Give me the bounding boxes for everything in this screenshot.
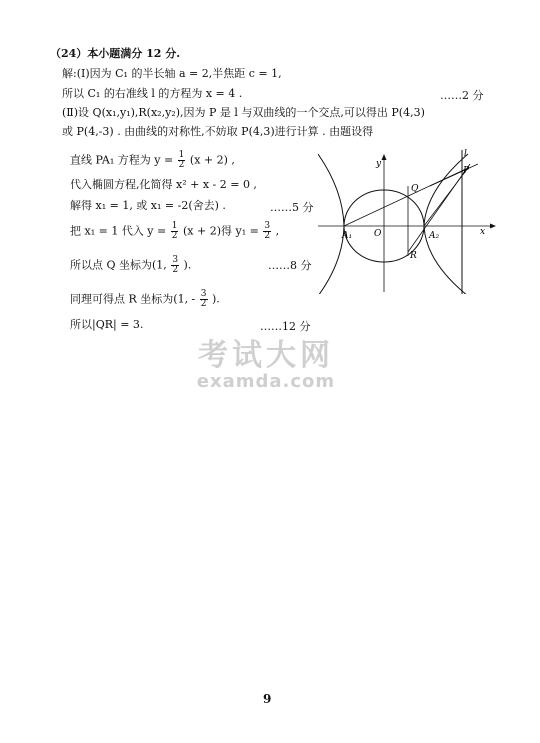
label-l: l xyxy=(464,149,467,159)
line-pa1-equation xyxy=(70,151,235,170)
y-axis-arrow xyxy=(382,154,387,160)
label-q: Q xyxy=(411,184,419,194)
label-x: x xyxy=(480,227,486,237)
label-a2: A₂ xyxy=(429,231,440,241)
qr-length-line: 所以|QR| = 3. xyxy=(70,318,144,331)
watermark xyxy=(196,340,336,400)
q-suffix: ). xyxy=(183,258,192,272)
fraction-three-halves xyxy=(171,256,179,275)
label-a1: A₁ xyxy=(342,231,353,241)
solution-part1-line1: 解:(Ⅰ)因为 C₁ 的半长轴 a = 2,半焦距 c = 1, xyxy=(62,67,282,80)
fraction-three-halves xyxy=(200,290,208,309)
plug-prefix: 把 x₁ = 1 代入 y = xyxy=(70,224,167,238)
solution-part1-line2: 所以 C₁ 的右准线 l 的方程为 x = 4 . xyxy=(62,87,243,100)
solution-part2-line1: (Ⅱ)设 Q(x₁,y₁),R(x₂,y₂),因为 P 是 l 与双曲线的一个交点,可以得出 P(4,3) xyxy=(62,106,425,119)
watermark-line2: examda.com xyxy=(196,371,336,392)
q-prefix: 所以点 Q 坐标为(1, xyxy=(70,258,167,272)
fraction-denominator: 2 xyxy=(264,231,271,241)
fraction-numerator: 3 xyxy=(200,289,207,299)
solve-line: 解得 x₁ = 1, 或 x₁ = -2(舍去) . xyxy=(70,199,226,212)
fraction-denominator: 2 xyxy=(178,160,185,170)
fraction-half xyxy=(178,151,186,170)
hyperbola-left-branch xyxy=(318,154,344,294)
x-axis-arrow xyxy=(490,224,496,229)
label-origin: O xyxy=(374,229,382,239)
score-marker-2: ……2 分 xyxy=(440,89,484,102)
problem-header: （24）本小题满分 12 分. xyxy=(50,47,181,60)
watermark-line1: 考试大网 xyxy=(198,338,334,373)
score-marker-12: ……12 分 xyxy=(260,320,311,333)
fraction-half xyxy=(171,222,179,241)
fraction-three-halves xyxy=(263,222,271,241)
fraction-denominator: 2 xyxy=(172,265,179,275)
r-suffix: ). xyxy=(212,292,220,306)
solution-part2-line2: 或 P(4,-3) . 由曲线的对称性,不妨取 P(4,3)进行计算 . 由题设得 xyxy=(62,125,374,138)
r-prefix: 同理可得点 R 坐标为(1, - xyxy=(70,292,196,306)
plug-suffix: , xyxy=(275,224,280,238)
ellipse-hyperbola-figure xyxy=(318,146,498,294)
fraction-denominator: 2 xyxy=(200,299,207,309)
fraction-numerator: 1 xyxy=(178,150,185,160)
fraction-denominator: 2 xyxy=(171,231,178,241)
fraction-numerator: 1 xyxy=(171,221,178,231)
label-y: y xyxy=(376,159,382,169)
fraction-numerator: 3 xyxy=(172,255,179,265)
score-marker-8: ……8 分 xyxy=(268,259,312,272)
label-r: R xyxy=(410,251,417,261)
substitute-line: 代入椭圆方程,化简得 x² + x - 2 = 0 , xyxy=(70,178,257,191)
fraction-numerator: 3 xyxy=(264,221,271,231)
score-marker-5: ……5 分 xyxy=(270,201,314,214)
plug-mid: (x + 2)得 y₁ = xyxy=(182,224,259,238)
line-pa1-suffix: (x + 2) , xyxy=(189,153,235,167)
page-number: 9 xyxy=(263,692,272,706)
q-coordinate-line xyxy=(70,256,191,275)
hyperbola-right-branch xyxy=(424,154,468,294)
label-p: P xyxy=(463,166,470,176)
plug-line xyxy=(70,222,279,241)
r-coordinate-line xyxy=(70,290,220,309)
line-pa1-prefix: 直线 PA₁ 方程为 y = xyxy=(70,153,174,167)
